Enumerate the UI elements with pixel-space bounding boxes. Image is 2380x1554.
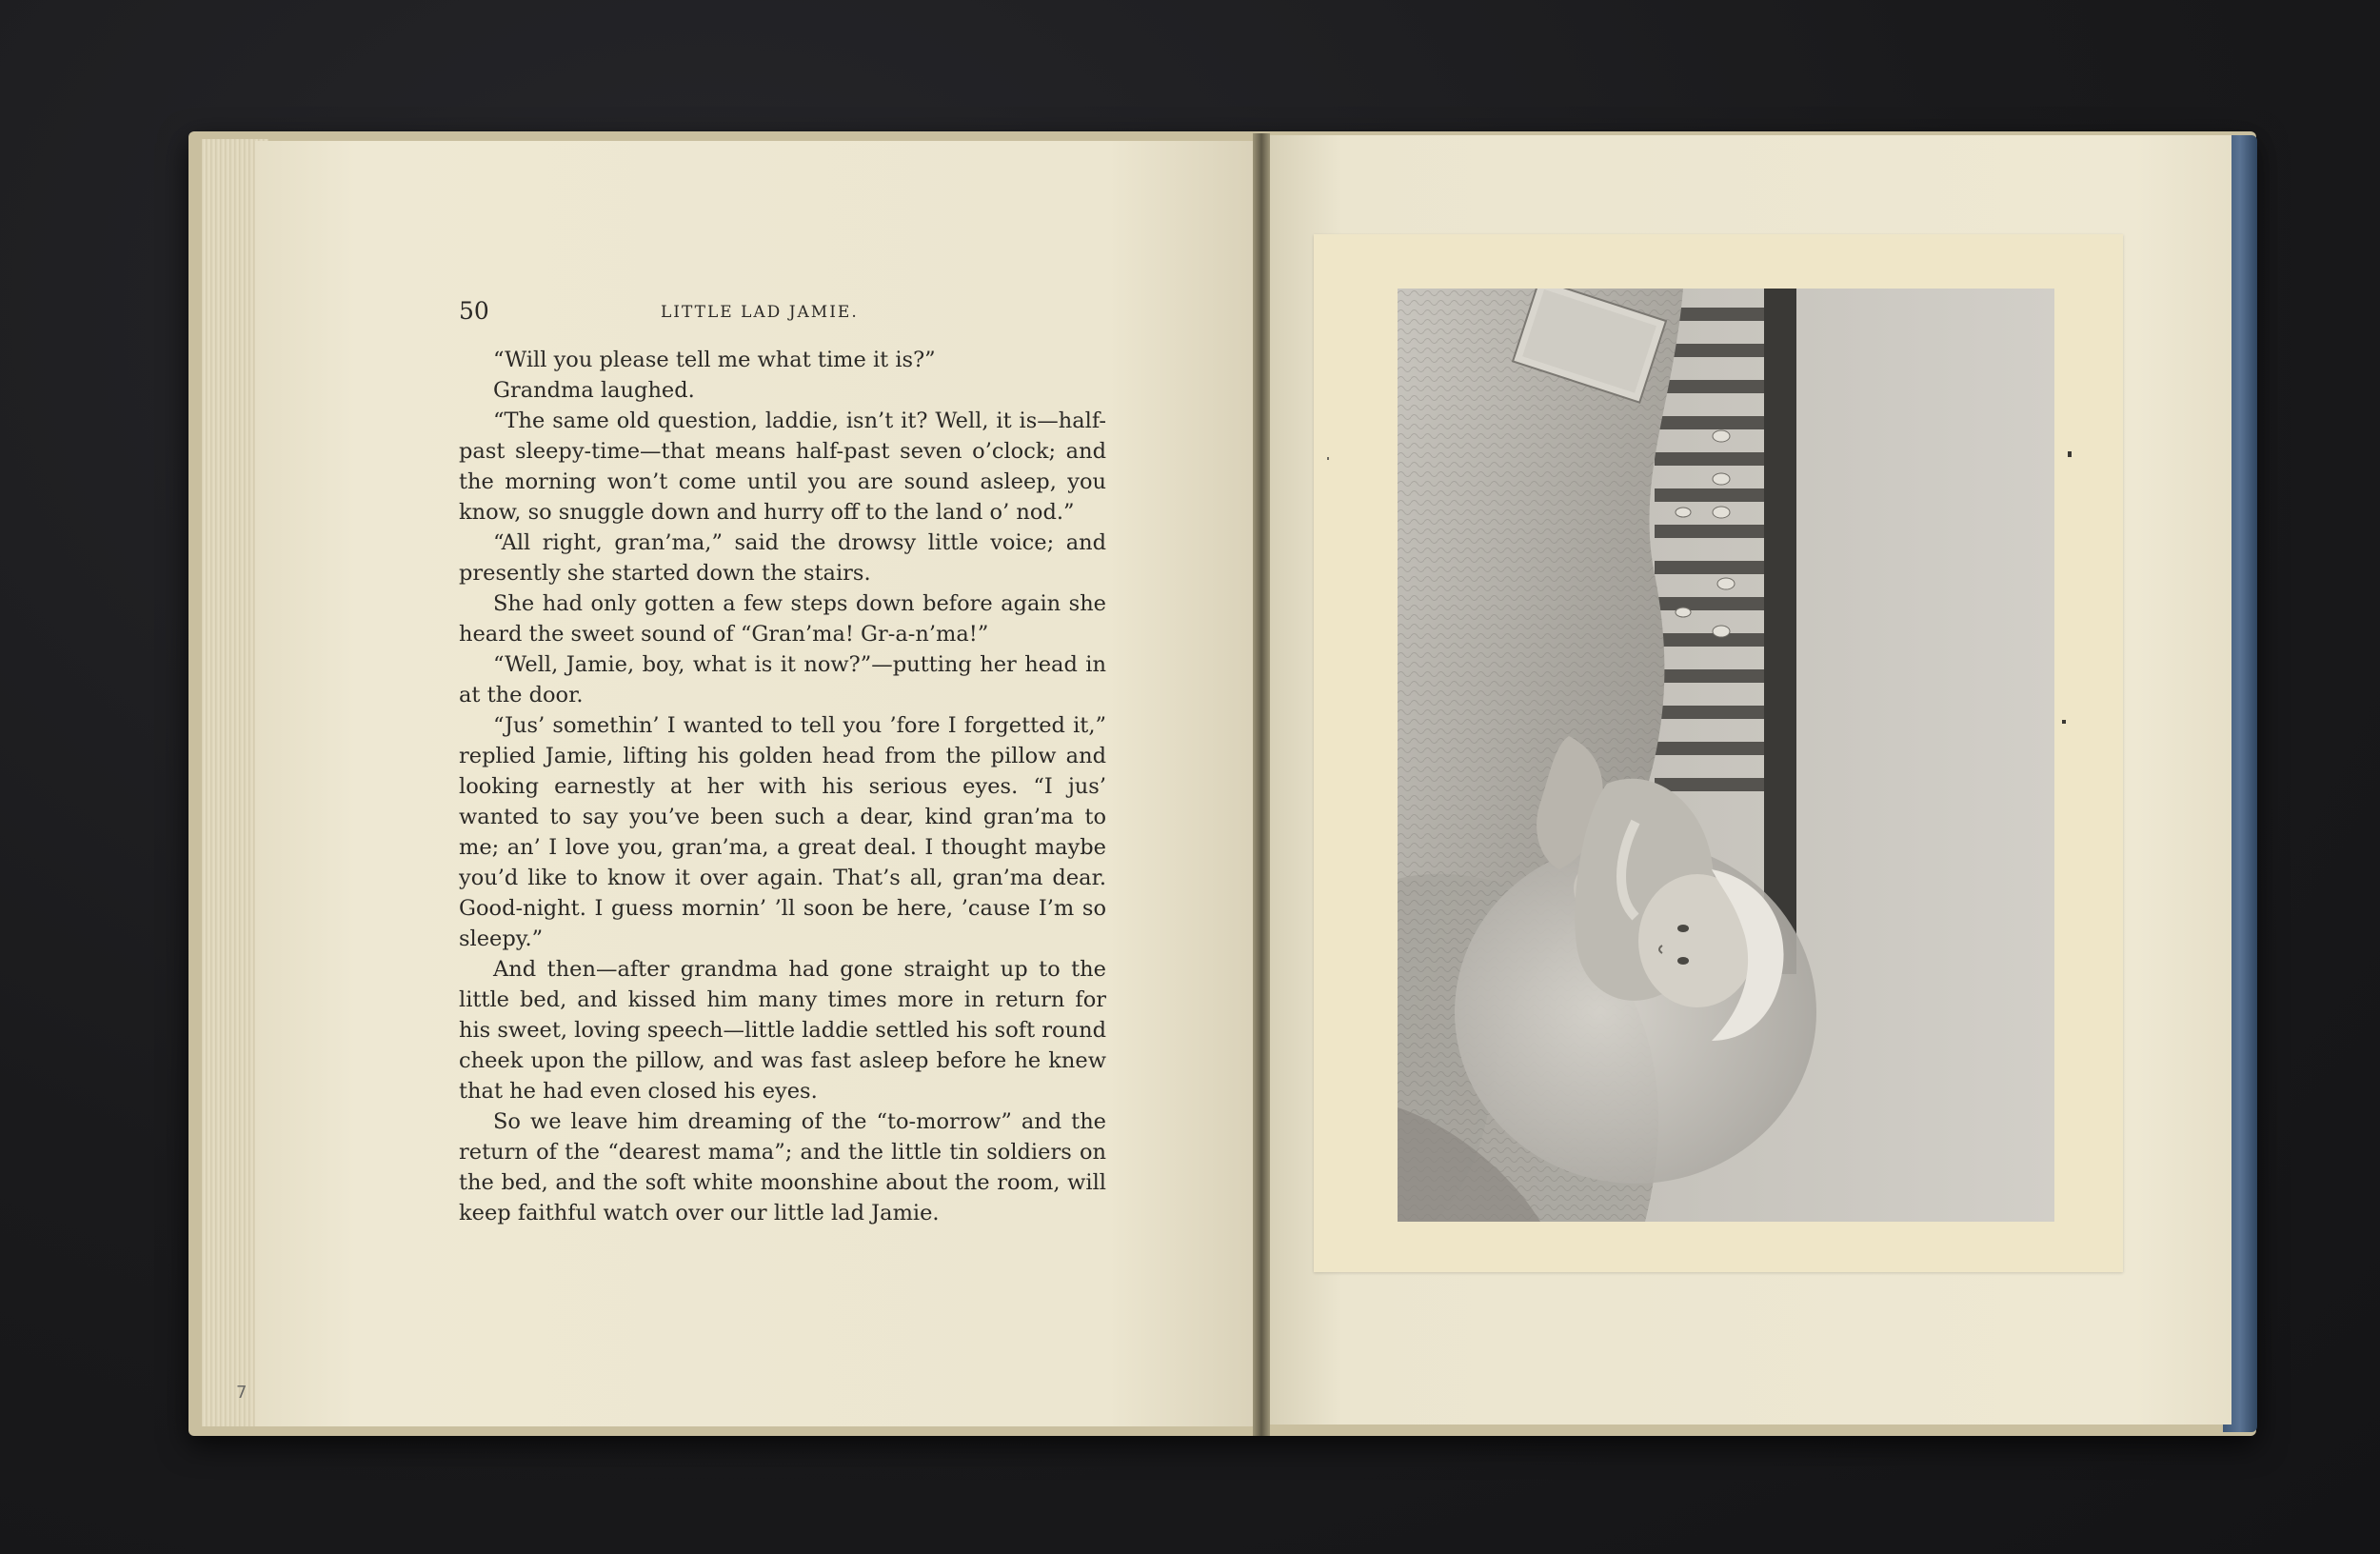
running-title: LITTLE LAD JAMIE.: [661, 303, 859, 322]
pencil-mark: 7: [236, 1383, 248, 1403]
plate-photograph: [1398, 289, 2054, 1222]
page-number: 50: [459, 297, 489, 325]
running-head: [459, 297, 1116, 331]
photo-illustration: [1398, 289, 2054, 1222]
paragraph: Grandma laughed.: [493, 378, 695, 403]
paragraph: And then—after grandma had gone straight up to the little bed, and kissed him many times more in return for his sweet, loving speech—little laddie settled his soft round cheek upon the pillow, and was fast asleep before he knew that he had even closed his eyes.: [459, 957, 1106, 1104]
paragraph: “All right, gran’ma,” said the drowsy little voice; and presently she started down the stairs.: [459, 530, 1106, 586]
paragraph: She had only gotten a few steps down before again she heard the sweet sound of “Gran’ma! Gr-a-n’ma!”: [459, 591, 1106, 647]
body-text: [459, 345, 1106, 1228]
paragraph: “Well, Jamie, boy, what is it now?”—putting her head in at the door.: [459, 652, 1106, 707]
paragraph: “Will you please tell me what time it is?”: [493, 348, 936, 372]
paper-speck: [2062, 720, 2066, 724]
paragraph: “The same old question, laddie, isn’t it? Well, it is—half-past sleepy-time—that means half-past seven o’clock; and the morning won’t come until you are sound asleep, you know, so snuggle down and hurry off to the land o’ nod.”: [459, 408, 1106, 525]
paper-speck: [1327, 457, 1329, 460]
book-gutter: [1253, 133, 1270, 1436]
paper-speck: [2068, 451, 2072, 457]
paragraph: “Jus’ somethin’ I wanted to tell you ’fore I forgetted it,” replied Jamie, lifting his golden head from the pillow and looking earnestly at her with his serious eyes. “I jus’ wanted to say you’ve been such a dear, kind gran’ma to me; an’ I love you, gran’ma, a great deal. I thought maybe you’d like to know it over again. That’s all, gran’ma dear. Good-night. I guess mornin’ ’ll soon be here, ’cause I’m so sleepy.”: [459, 713, 1106, 951]
paragraph: So we leave him dreaming of the “to-morrow” and the return of the “dearest mama”; and the little tin soldiers on the bed, and the soft white moonshine about the room, will keep faithful watch over our little lad Jamie.: [459, 1109, 1106, 1225]
